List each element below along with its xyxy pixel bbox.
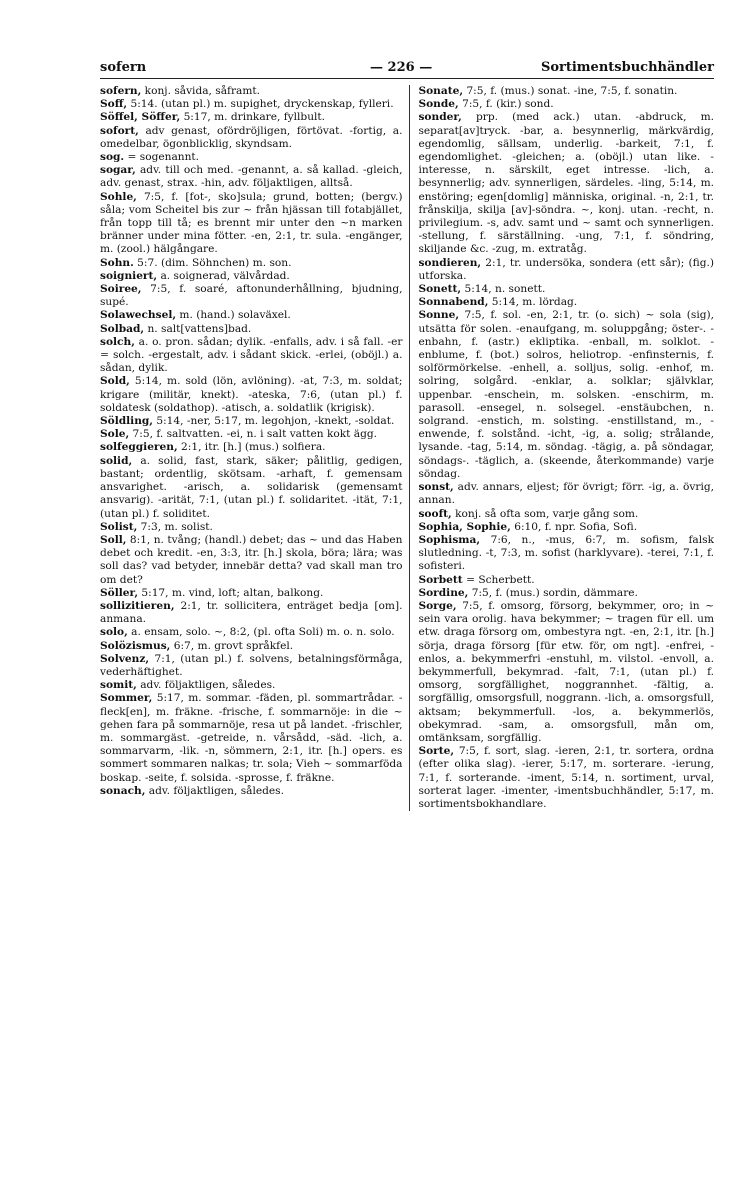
entry-headword: Söller, [100,586,139,599]
entry-headword: Sonne, [418,309,460,322]
entry-definition: 7:5, f. omsorg, försorg, bekymmer, oro; in ~ sein vara orolig. hava bekymmer; ~ tragen für ell. um etw. draga försorg om, ombestyra ngt. -en, 2:1, itr. [h.] sörja, draga försorg [für etw. för, om ngt]. -enfrei, -enlos, a. bekymmerfri -enstuhl, m. vilstol. -envoll, a. bekymmerfull, bekymrad. -falt, 7:1, (utan pl.) f. omsorg, sorgfällighet, noggrannhet. -fältig, a. sorgfällig, omsorgsfull, noggrann. -lich, a. omsorgsfull, aktsam; bekymmerfull. -los, a. bekymmerlös, obekymrad. -sam, a. omsorgsfull, mån om, omtänksam, sorgfällig. [418,599,714,744]
dictionary-entry [100,270,402,283]
entry-definition: = sogenannt. [124,151,200,164]
entry-definition: 7:5, f. sort, slag. -ieren, 2:1, tr. sortera, ordna (efter olika slag). -ierer, 5:17, m. sorterare. -ierung, 7:1, f. sorterande. -iment, 5:14, n. sortiment, urval, sorterat lager. -imenter, -imentsbuchhändler, 5:17, m. sortimentsbokhandlare. [418,745,714,810]
entry-definition: 7:5, f. soaré, aftonunderhållning, bjudning, supé. [100,283,403,309]
entry-definition: a. solid, fast, stark, säker; pålitlig, gedigen, bastant; ordentlig, skötsam. -arhaft, f. gemensam ansvarighet. -arisch, a. solidarisk (gemensamt ansvarig). -arität, 7:1, (utan pl.) f. solidaritet. -ität, 7:1, (utan pl.) f. soliditet. [100,454,403,520]
entry-headword: somit, [100,679,137,692]
dictionary-entry [100,309,402,322]
entry-definition: 7:3, m. solist. [137,520,213,533]
header-left-guideword: sofern [100,60,147,75]
entry-headword: Sonate, [418,85,464,97]
dictionary-entry [100,164,402,190]
dictionary-entry [100,151,402,164]
entry-headword: Soff, [100,98,128,111]
entry-definition: n. salt[vattens]bad. [144,322,252,335]
entry-definition: a. o. pron. sådan; dylik. -enfalls, adv. i så fall. -er = solch. -ergestalt, adv. i sådant skick. -erlei, (oböjl.) a. sådan, dylik. [100,335,403,375]
entry-definition: 5:14. (utan pl.) m. supighet, dryckenskap, fylleri. [127,98,394,111]
entry-definition: adv. följaktligen, således. [145,784,284,797]
entry-headword: Sophisma, [418,533,481,546]
entry-headword: Solawechsel, [100,309,177,322]
entry-definition: 7:5, f. (mus.) sonat. -ine, 7:5, f. sonatin. [463,85,678,97]
entry-headword: Solbad, [100,322,145,335]
dictionary-entry [100,125,402,151]
entry-definition: 6:10, f. npr. Sofia, Sofi. [510,520,638,533]
entry-headword: sog. [100,151,125,164]
dictionary-entry [418,481,714,507]
dictionary-entry [100,283,402,309]
entry-headword: sooft, [418,507,452,520]
entry-headword: Söffel, Söffer, [100,111,181,124]
dictionary-entry [100,692,402,784]
entry-definition: prp. (med ack.) utan. -abdruck, m. separat[av]tryck. -bar, a. besynnerlig, märkvärdig, egendomlig, sällsam, underlig. -barkeit, 7:1, f. egendomlighet. -gleichen; a. (oböjl.) utan like. -interesse, n. särskilt, eget intresse. -lich, a. besynnerlig; adv. synnerligen, särdeles. -ling, 5:14, m. enstöring; egen[domlig] människa, original. -n, 2:1, tr. frånskilja, skilja [av]-söndra. ~, konj. utan. -recht, n. privilegium. -s, adv. samt und ~ samt och synnerligen. -stellung, f. särställning. -ung, 7:1, f. söndring, skiljande &c. -zug, m. extratåg. [418,111,714,256]
dictionary-entry [418,521,714,534]
entry-headword: Sold, [100,375,130,388]
dictionary-entry [100,785,402,798]
entry-definition: 7:5, f. [fot-, sko]sula; grund, botten; (bergv.) såla; vom Scheitel bis zur ~ från hjässan till fotabjället, från topp till tå; es brennt mir unter den ~n marken bränner under mina fötter. -en, 2:1, tr. sula. -engänger, m. (zool.) hälgångare. [100,190,403,256]
entry-headword: Sole, [100,428,130,441]
dictionary-entry [418,587,714,600]
entry-headword: Sohle, [100,190,137,203]
entry-headword: Sorbett [418,573,463,586]
entry-definition: adv. till och med. -genannt, a. så kallad. -gleich, adv. genast, strax. -hin, adv. följaktligen, alltså. [100,164,403,190]
entry-definition: 5:14, -ner, 5:17, m. legohjon, -knekt, -soldat. [153,415,395,428]
dictionary-entry [100,375,402,415]
dictionary-entry [100,85,402,98]
dictionary-entry [100,428,402,441]
entry-definition: 7:6, n., -mus, 6:7, m. sofism, falsk slutledning. -t, 7:3, m. sofist (harklyvare). -terei, 7:1, f. sofisteri. [418,533,714,573]
entry-definition: 5:7. (dim. Söhnchen) m. son. [133,256,292,269]
page-header [100,60,714,79]
header-right-guideword: Sortimentsbuchhändler [540,60,714,75]
entry-headword: solfeggieren, [100,441,178,454]
entry-headword: sollizitieren, [100,599,175,612]
dictionary-entry [100,640,402,653]
entry-headword: Sohn. [100,256,134,269]
left-column [100,85,409,811]
entry-headword: solch, [100,335,135,348]
entry-definition: a. soignerad, välvårdad. [157,269,290,282]
entry-definition: konj. såvida, såframt. [141,85,261,97]
entry-headword: Sophia, Sophie, [418,520,511,533]
dictionary-entry [100,626,402,639]
entry-definition: adv. annars, eljest; för övrigt; förr. -ig, a. övrig, annan. [418,481,714,507]
dictionary-entry [418,111,714,256]
entry-definition: 2:1, tr. sollicitera, enträget bedja [om]. anmana. [100,599,403,626]
entry-headword: Soll, [100,533,127,546]
dictionary-entry [418,283,714,296]
dictionary-entry [100,521,402,534]
entry-definition: 8:1, n. tvång; (handl.) debet; das ~ und das Haben debet och kredit. -en, 3:3, itr. [h.] skola, böra; lära; was soll das? vad betyder, innebär detta? vad skall man tro om det? [100,533,403,586]
dictionary-entry [100,323,402,336]
entry-headword: Sonett, [418,283,462,296]
entry-headword: Sorte, [418,745,455,758]
right-column [409,85,714,811]
dictionary-entry [100,415,402,428]
dictionary-entry [418,296,714,309]
dictionary-entry [100,679,402,692]
entry-headword: sondieren, [418,256,482,269]
entry-headword: solid, [100,454,133,467]
dictionary-entry [100,534,402,587]
entry-definition: adv genast, ofördröjligen, förtövat. -fortig, a. omedelbar, ögonblicklig, skyndsam. [100,124,403,150]
entry-headword: sonach, [100,784,146,797]
entry-definition: 2:1, tr. undersöka, sondera (ett sår); (fig.) utforska. [418,256,714,282]
dictionary-entry [418,508,714,521]
entry-definition: 6:7, m. grovt språkfel. [170,639,294,652]
dictionary-entry [418,98,714,111]
entry-headword: Solist, [100,520,138,533]
dictionary-entry [100,441,402,454]
entry-definition: 7:5, f. (mus.) sordin, dämmare. [468,586,638,599]
dictionary-entry [100,653,402,679]
entry-headword: Sonde, [418,98,459,111]
dictionary-entry [418,257,714,283]
dictionary-entry [418,85,714,98]
entry-headword: sofort, [100,124,139,137]
entry-definition: 7:5, f. saltvatten. -ei, n. i salt vatten kokt ägg. [129,428,378,441]
entry-definition: 5:17, m. vind, loft; altan, balkong. [138,586,324,599]
entry-headword: solo, [100,626,128,639]
entry-definition: 5:14, m. sold (lön, avlöning). -at, 7:3, m. soldat; krigare (militär, knekt). -ateska, 7:6, (utan pl.) f. soldatesk (soldathop). -atisch, a. soldatlik (krigisk). [100,375,403,414]
entry-definition: 7:5, f. sol. -en, 2:1, tr. (o. sich) ~ sola (sig), utsätta för solen. -enaufgang, m. soluppgång; öster-. -enbahn, f. (astr.) ekliptika. -enball, m. solklot. -enblume, f. (bot.) solros, heliotrop. -enfinsternis, f. solförmörkelse. -enhell, a. solljus, solig. -enhof, m. solring, solgård. -enklar, a. solklar; självklar, uppenbar. -enschein, m. solsken. -enschirm, m. parasoll. -ensegel, n. solsegel. -enstäubchen, n. solgrand. -enstich, m. solsting. -enstillstand, m., -enwende, f. solstånd. -icht, -ig, a. solig; strålande, lysande. -tag, 5:14, m. söndag. -tägig, a. på söndagar, söndags-. -täglich, a. (skeende, återkommande) varje söndag. [418,309,714,480]
dictionary-entry [418,574,714,587]
entry-headword: Soiree, [100,283,142,296]
entry-definition: a. ensam, solo. ~, 8:2, (pl. ofta Soli) m. o. n. solo. [127,626,395,639]
dictionary-entry [418,534,714,574]
dictionary-entry [418,309,714,481]
entry-headword: soigniert, [100,269,158,282]
dictionary-entry [100,111,402,124]
entry-definition: = Scherbett. [462,573,535,586]
entry-definition: konj. så ofta som, varje gång som. [451,507,639,520]
entry-headword: sonst, [418,481,454,494]
entry-headword: sonder, [418,111,462,124]
entry-headword: Solözismus, [100,639,171,652]
entry-definition: 7:5, f. (kir.) sond. [458,98,554,111]
entry-headword: sogar, [100,164,136,177]
entry-headword: Sordine, [418,586,469,599]
dictionary-entry [418,745,714,811]
entry-headword: Söldling, [100,415,153,428]
entry-definition: 7:1, (utan pl.) f. solvens, betalningsförmåga, vederhäftighet. [100,652,403,678]
entry-definition: 5:14, n. sonett. [461,283,546,296]
entry-definition: 5:17, m. sommar. -fäden, pl. sommartrådar. -fleck[en], m. fräkne. -frische, f. sommarnöje: in die ~ gehen fara på sommarnöje, resa ut på landet. -frischler, m. sommargäst. -getreide, n. vårsådd, -säd. -lich, a. sommarvarm, -lik. -n, sömmern, 2:1, itr. [h.] opers. es sommert sommaren nalkas; tr. sola; Vieh ~ sommarföda boskap. -seite, f. solsida. -sprosse, f. fräkne. [100,692,403,784]
entry-definition: 2:1, itr. [h.] (mus.) solfiera. [177,441,326,454]
entry-headword: Sonnabend, [418,296,489,309]
dictionary-entry [100,587,402,600]
entry-headword: Sorge, [418,599,457,612]
entry-definition: adv. följaktligen, således. [136,679,276,692]
entry-headword: Solvenz, [100,652,150,665]
entry-definition: 5:14, m. lördag. [488,296,578,309]
dictionary-entry [100,600,402,626]
columns [100,85,714,811]
dictionary-entry [100,191,402,257]
page-number: — 226 — [370,60,433,75]
dictionary-entry [100,98,402,111]
entry-definition: m. (hand.) solaväxel. [176,309,291,322]
entry-headword: sofern, [100,85,142,97]
entry-definition: 5:17, m. drinkare, fyllbult. [180,111,326,124]
dictionary-entry [100,455,402,521]
dictionary-entry [100,257,402,270]
dictionary-entry [418,600,714,745]
dictionary-entry [100,336,402,376]
entry-headword: Sommer, [100,692,153,705]
